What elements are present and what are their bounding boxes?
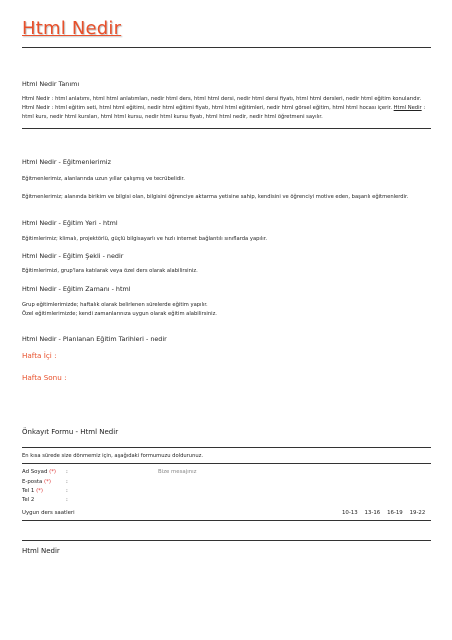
divider — [22, 447, 431, 448]
email-colon: : — [66, 479, 68, 485]
place-heading: Html Nedir - Eğitim Yeri - html — [22, 219, 118, 227]
hours-label: Uygun ders saatleri — [22, 510, 75, 516]
divider — [22, 520, 431, 521]
email-row — [22, 479, 51, 485]
tel2-input[interactable] — [72, 494, 152, 504]
name-input[interactable] — [72, 466, 152, 476]
teachers-paragraph-2: Eğitmenlerimiz; alanında birikim ve bilgisi olan, bilgisini öğrenciye aktarma yetisine sahip, kendisini ve öğrenciyi motive eden, başarılı eğitmenlerdir. — [22, 194, 409, 200]
intro-text-end: : html kurs, nedir html kursları, html html kursu, nedir html kursu fiyatı, html html nedir, nedir html öğretmeni sayılır. — [22, 105, 426, 120]
tel2-colon: : — [66, 497, 68, 503]
tel1-colon: : — [66, 488, 68, 494]
divider — [22, 463, 431, 464]
divider — [22, 128, 431, 129]
intro-link[interactable]: Html Nedir — [393, 105, 422, 111]
hours-option[interactable]: 19-22 — [409, 510, 426, 516]
intro-heading: Html Nedir Tanımı — [22, 80, 80, 88]
tel1-label: Tel 1 — [22, 488, 35, 494]
time-heading: Html Nedir - Eğitim Zamanı - html — [22, 285, 131, 293]
page-title: Html Nedir — [22, 18, 122, 39]
tel2-row — [22, 497, 34, 503]
style-paragraph: Eğitimlerimizi, grup'lara katılarak veya özel ders olarak alabilirsiniz. — [22, 268, 198, 274]
intro-text-start: Html Nedir : html anlatımı, html html anlatımları, nedir html ders, html html dersi, nedir html dersi fiyatı, html html dersleri, nedir html eğitim konularıdır. Html Nedir : html eğitim seti, html html eğitimi, nedir html eğitimi fiyatı, html html eğitimleri, nedir html görsel eğitim, html html hocası içerir. — [22, 96, 422, 111]
intro-paragraph — [22, 95, 434, 122]
email-label: E-posta — [22, 479, 43, 485]
message-textarea[interactable]: Bize mesajınız — [158, 469, 197, 475]
hours-option[interactable]: 10-13 — [342, 510, 358, 516]
time-paragraph-1: Grup eğitimlerimizde; haftalık olarak belirlenen sürelerde eğitim yapılır. — [22, 302, 208, 308]
tel2-label: Tel 2 — [22, 497, 35, 503]
style-heading: Html Nedir - Eğitim Şekli - nedir — [22, 252, 124, 260]
footer-title: Html Nedir — [22, 547, 60, 555]
name-colon: : — [66, 469, 68, 475]
time-paragraph-2: Özel eğitimlerimizde; kendi zamanlarınıza uygun olarak eğitim alabilirsiniz. — [22, 311, 217, 317]
name-row — [22, 469, 56, 475]
teachers-heading: Html Nedir - Eğitmenlerimiz — [22, 158, 111, 166]
hours-option[interactable]: 13-16 — [364, 510, 381, 516]
teachers-paragraph-1: Eğitmenlerimiz, alanlarında uzun yıllar çalışmış ve tecrübelidir. — [22, 176, 185, 182]
name-label: Ad Soyad — [22, 469, 48, 475]
weekday-label: Hafta İçi : — [22, 351, 57, 360]
divider — [22, 47, 431, 48]
hours-options — [342, 510, 425, 516]
required-mark: (*) — [44, 479, 51, 485]
divider — [22, 540, 431, 541]
tel1-row — [22, 488, 43, 494]
form-heading: Önkayıt Formu - Html Nedir — [22, 428, 119, 436]
form-intro: En kısa sürede size dönmemiz için, aşağıdaki formumuzu doldurunuz. — [22, 453, 204, 459]
dates-heading: Html Nedir - Planlanan Eğitim Tarihleri - nedir — [22, 335, 167, 343]
weekend-label: Hafta Sonu : — [22, 373, 67, 382]
required-mark: (*) — [49, 469, 56, 475]
required-mark: (*) — [36, 488, 43, 494]
hours-option[interactable]: 16-19 — [387, 510, 403, 516]
place-paragraph: Eğitimlerimiz; klimalı, projektörlü, güçlü bilgisayarlı ve hızlı internet bağlantılı sınıflarda yapılır. — [22, 236, 268, 242]
